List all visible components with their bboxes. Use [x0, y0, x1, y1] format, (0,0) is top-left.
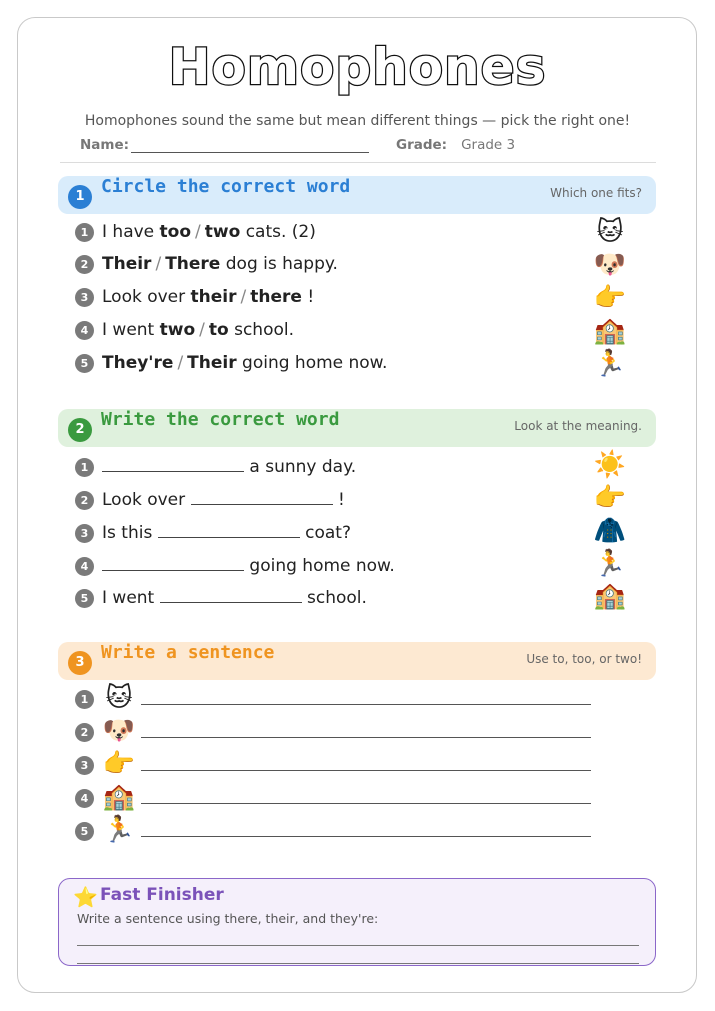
item-number: 1: [75, 458, 94, 477]
item-text: I went: [102, 320, 160, 340]
school-icon: 🏫: [102, 782, 136, 812]
star-icon: ⭐: [73, 885, 98, 909]
name-field[interactable]: [131, 138, 369, 153]
item-number: 5: [75, 822, 94, 841]
item-text: school.: [228, 320, 294, 340]
page-title: Homophones: [168, 38, 547, 96]
fast-finisher-prompt: Write a sentence using there, their, and they're:: [77, 911, 379, 926]
item-number: 1: [75, 690, 94, 709]
choice-b[interactable]: to: [208, 320, 229, 340]
item-number: 4: [75, 321, 94, 340]
item-text: going home now.: [244, 556, 395, 576]
item-text: cats. (2): [240, 222, 316, 242]
write-item: [75, 583, 367, 609]
sentence-line[interactable]: [141, 737, 591, 738]
choice-a[interactable]: their: [190, 287, 237, 307]
sentence-line[interactable]: [141, 704, 591, 705]
item-text: I went: [102, 588, 160, 608]
section-title: Write the correct word: [101, 409, 340, 430]
section-title: Write a sentence: [101, 642, 275, 663]
section-3-header: [58, 642, 656, 680]
item-text: Is this: [102, 523, 158, 543]
dog-icon: 🐶: [593, 250, 627, 280]
item-number: 5: [75, 589, 94, 608]
answer-blank[interactable]: [102, 452, 244, 472]
pointing-hand-icon: 👉: [593, 483, 627, 513]
choice-b[interactable]: Their: [187, 353, 237, 373]
name-row: [80, 137, 369, 153]
answer-blank[interactable]: [158, 518, 300, 538]
item-number: 5: [75, 354, 94, 373]
item-text: going home now.: [236, 353, 388, 373]
item-text: !: [332, 490, 345, 510]
pointing-hand-icon: 👉: [593, 283, 627, 313]
sentence-line[interactable]: [141, 770, 591, 771]
item-text: coat?: [299, 523, 351, 543]
section-number: 1: [68, 185, 92, 209]
item-number: 4: [75, 789, 94, 808]
grade-label: Grade:: [396, 137, 448, 153]
running-person-icon: 🏃: [593, 349, 627, 379]
section-hint: Use to, too, or two!: [526, 652, 642, 666]
choice-b[interactable]: there: [250, 287, 302, 307]
item-text: !: [301, 287, 315, 307]
school-icon: 🏫: [593, 316, 627, 346]
circle-item: 4 I went two / to school.: [75, 317, 294, 343]
item-text: I have: [102, 222, 160, 242]
write-item: [75, 551, 395, 577]
choice-a[interactable]: They're: [102, 353, 174, 373]
answer-blank[interactable]: [102, 551, 244, 571]
cat-icon: 🐱: [596, 217, 624, 247]
item-text: Look over: [102, 287, 191, 307]
answer-line[interactable]: [77, 963, 639, 964]
pointing-hand-icon: 👉: [102, 749, 136, 779]
cat-icon: 🐱: [105, 683, 133, 713]
name-label: Name:: [80, 137, 130, 153]
running-person-icon: 🏃: [593, 549, 627, 579]
grade-value: Grade 3: [461, 137, 516, 153]
circle-item: 5 They're / Their going home now.: [75, 350, 387, 376]
item-number: 1: [75, 223, 94, 242]
section-2-header: [58, 409, 656, 447]
section-hint: Which one fits?: [550, 186, 642, 200]
answer-blank[interactable]: [160, 583, 302, 603]
item-number: 4: [75, 557, 94, 576]
section-number: 2: [68, 418, 92, 442]
item-text: dog is happy.: [220, 254, 338, 274]
item-number: 3: [75, 524, 94, 543]
choice-a[interactable]: Their: [102, 254, 152, 274]
section-title: Circle the correct word: [101, 176, 351, 197]
section-1-header: [58, 176, 656, 214]
item-number: 3: [75, 756, 94, 775]
item-number: 3: [75, 288, 94, 307]
item-text: a sunny day.: [244, 457, 357, 477]
circle-item: 2 Their / There dog is happy.: [75, 251, 338, 277]
dog-icon: 🐶: [102, 716, 136, 746]
item-number: 2: [75, 255, 94, 274]
sentence-line[interactable]: [141, 803, 591, 804]
item-number: 2: [75, 491, 94, 510]
choice-b[interactable]: There: [165, 254, 221, 274]
answer-blank[interactable]: [191, 485, 333, 505]
choice-b[interactable]: two: [204, 222, 241, 242]
item-text: Look over: [102, 490, 191, 510]
choice-a[interactable]: two: [159, 320, 196, 340]
school-icon: 🏫: [593, 581, 627, 611]
item-text: school.: [301, 588, 367, 608]
item-number: 2: [75, 723, 94, 742]
sentence-line[interactable]: [141, 836, 591, 837]
circle-item: 1 I have too / two cats. (2): [75, 219, 316, 245]
section-number: 3: [68, 651, 92, 675]
grade-row: [396, 137, 515, 153]
write-item: [75, 518, 351, 544]
running-person-icon: 🏃: [102, 815, 136, 845]
write-item: [75, 485, 345, 511]
sun-icon: ☀️: [593, 450, 627, 480]
fast-finisher-box: [58, 878, 656, 966]
circle-item: 3 Look over their / there !: [75, 284, 314, 310]
choice-a[interactable]: too: [159, 222, 192, 242]
fast-finisher-title: Fast Finisher: [100, 885, 224, 905]
header-divider: [60, 162, 656, 163]
answer-line[interactable]: [77, 945, 639, 946]
section-hint: Look at the meaning.: [514, 419, 642, 433]
write-item: [75, 452, 356, 478]
page-subtitle: Homophones sound the same but mean different things — pick the right one!: [84, 113, 631, 129]
coat-icon: 🧥: [593, 516, 627, 546]
